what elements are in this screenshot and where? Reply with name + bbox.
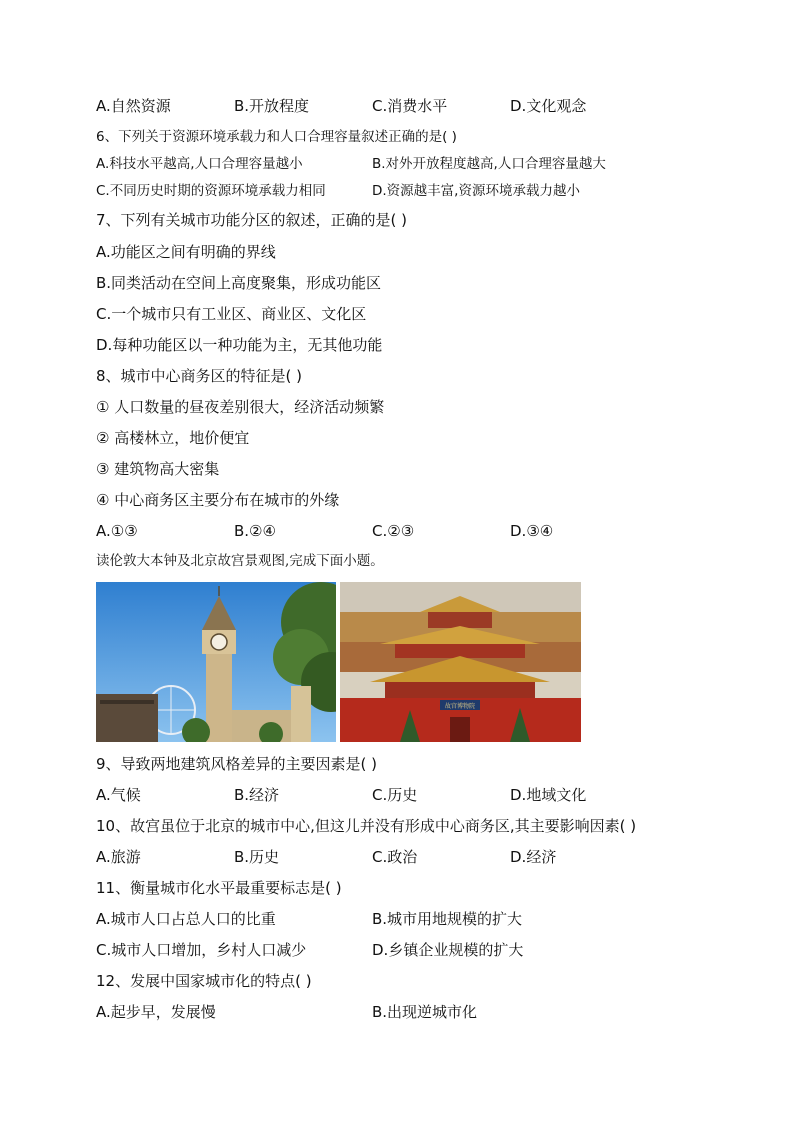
q7-stem: 7、下列有关城市功能分区的叙述，正确的是( ) — [96, 211, 408, 229]
reading-intro: 读伦敦大本钟及北京故宫景观图,完成下面小题。 — [96, 553, 384, 569]
q8-option-c[interactable]: C.②③ — [372, 522, 415, 540]
q9-option-b[interactable]: B.经济 — [234, 786, 280, 804]
forbidden-city-illustration — [340, 582, 581, 742]
q6-option-a[interactable]: A.科技水平越高,人口合理容量越小 — [96, 156, 303, 172]
q8-statement-2: ② 高楼林立，地价便宜 — [96, 429, 250, 447]
q11-stem: 11、衡量城市化水平最重要标志是( ) — [96, 879, 342, 897]
q8-stem: 8、城市中心商务区的特征是( ) — [96, 367, 303, 385]
q8-option-b[interactable]: B.②④ — [234, 522, 276, 540]
q11-option-b[interactable]: B.城市用地规模的扩大 — [372, 910, 523, 928]
q12-stem: 12、发展中国家城市化的特点( ) — [96, 972, 312, 990]
big-ben-illustration — [96, 582, 336, 742]
q5-option-a[interactable]: A.自然资源 — [96, 97, 171, 115]
photo-pair — [96, 582, 581, 742]
q8-option-a[interactable]: A.①③ — [96, 522, 138, 540]
q10-option-a[interactable]: A.旅游 — [96, 848, 141, 866]
forbidden-city-photo — [340, 582, 581, 742]
q9-option-a[interactable]: A.气候 — [96, 786, 141, 804]
q5-option-c[interactable]: C.消费水平 — [372, 97, 448, 115]
q10-option-c[interactable]: C.政治 — [372, 848, 418, 866]
q6-option-c[interactable]: C.不同历史时期的资源环境承载力相同 — [96, 183, 326, 199]
q5-option-b[interactable]: B.开放程度 — [234, 97, 310, 115]
palace-signboard: 故宫博物院 — [444, 703, 476, 710]
q10-option-d[interactable]: D.经济 — [510, 848, 557, 866]
big-ben-photo — [96, 582, 336, 742]
q8-statement-3: ③ 建筑物高大密集 — [96, 460, 220, 478]
q9-option-c[interactable]: C.历史 — [372, 786, 418, 804]
q10-option-b[interactable]: B.历史 — [234, 848, 280, 866]
q6-option-d[interactable]: D.资源越丰富,资源环境承载力越小 — [372, 183, 580, 199]
q12-option-a[interactable]: A.起步早，发展慢 — [96, 1003, 216, 1021]
q7-option-b[interactable]: B.同类活动在空间上高度聚集，形成功能区 — [96, 274, 382, 292]
q8-statement-1: ① 人口数量的昼夜差别很大，经济活动频繁 — [96, 398, 385, 416]
q5-option-d[interactable]: D.文化观念 — [510, 97, 587, 115]
q9-option-d[interactable]: D.地域文化 — [510, 786, 587, 804]
q9-stem: 9、导致两地建筑风格差异的主要因素是( ) — [96, 755, 378, 773]
q8-statement-4: ④ 中心商务区主要分布在城市的外缘 — [96, 491, 340, 509]
q11-option-a[interactable]: A.城市人口占总人口的比重 — [96, 910, 276, 928]
q7-option-a[interactable]: A.功能区之间有明确的界线 — [96, 243, 276, 261]
q10-stem: 10、故宫虽位于北京的城市中心,但这儿并没有形成中心商务区,其主要影响因素( ) — [96, 817, 637, 835]
q8-option-d[interactable]: D.③④ — [510, 522, 554, 540]
q7-option-d[interactable]: D.每种功能区以一种功能为主，无其他功能 — [96, 336, 383, 354]
q12-option-b[interactable]: B.出现逆城市化 — [372, 1003, 478, 1021]
q11-option-d[interactable]: D.乡镇企业规模的扩大 — [372, 941, 524, 959]
q6-stem: 6、下列关于资源环境承载力和人口合理容量叙述正确的是( ) — [96, 129, 457, 145]
q11-option-c[interactable]: C.城市人口增加，乡村人口减少 — [96, 941, 307, 959]
q7-option-c[interactable]: C.一个城市只有工业区、商业区、文化区 — [96, 305, 367, 323]
q6-option-b[interactable]: B.对外开放程度越高,人口合理容量越大 — [372, 156, 606, 172]
